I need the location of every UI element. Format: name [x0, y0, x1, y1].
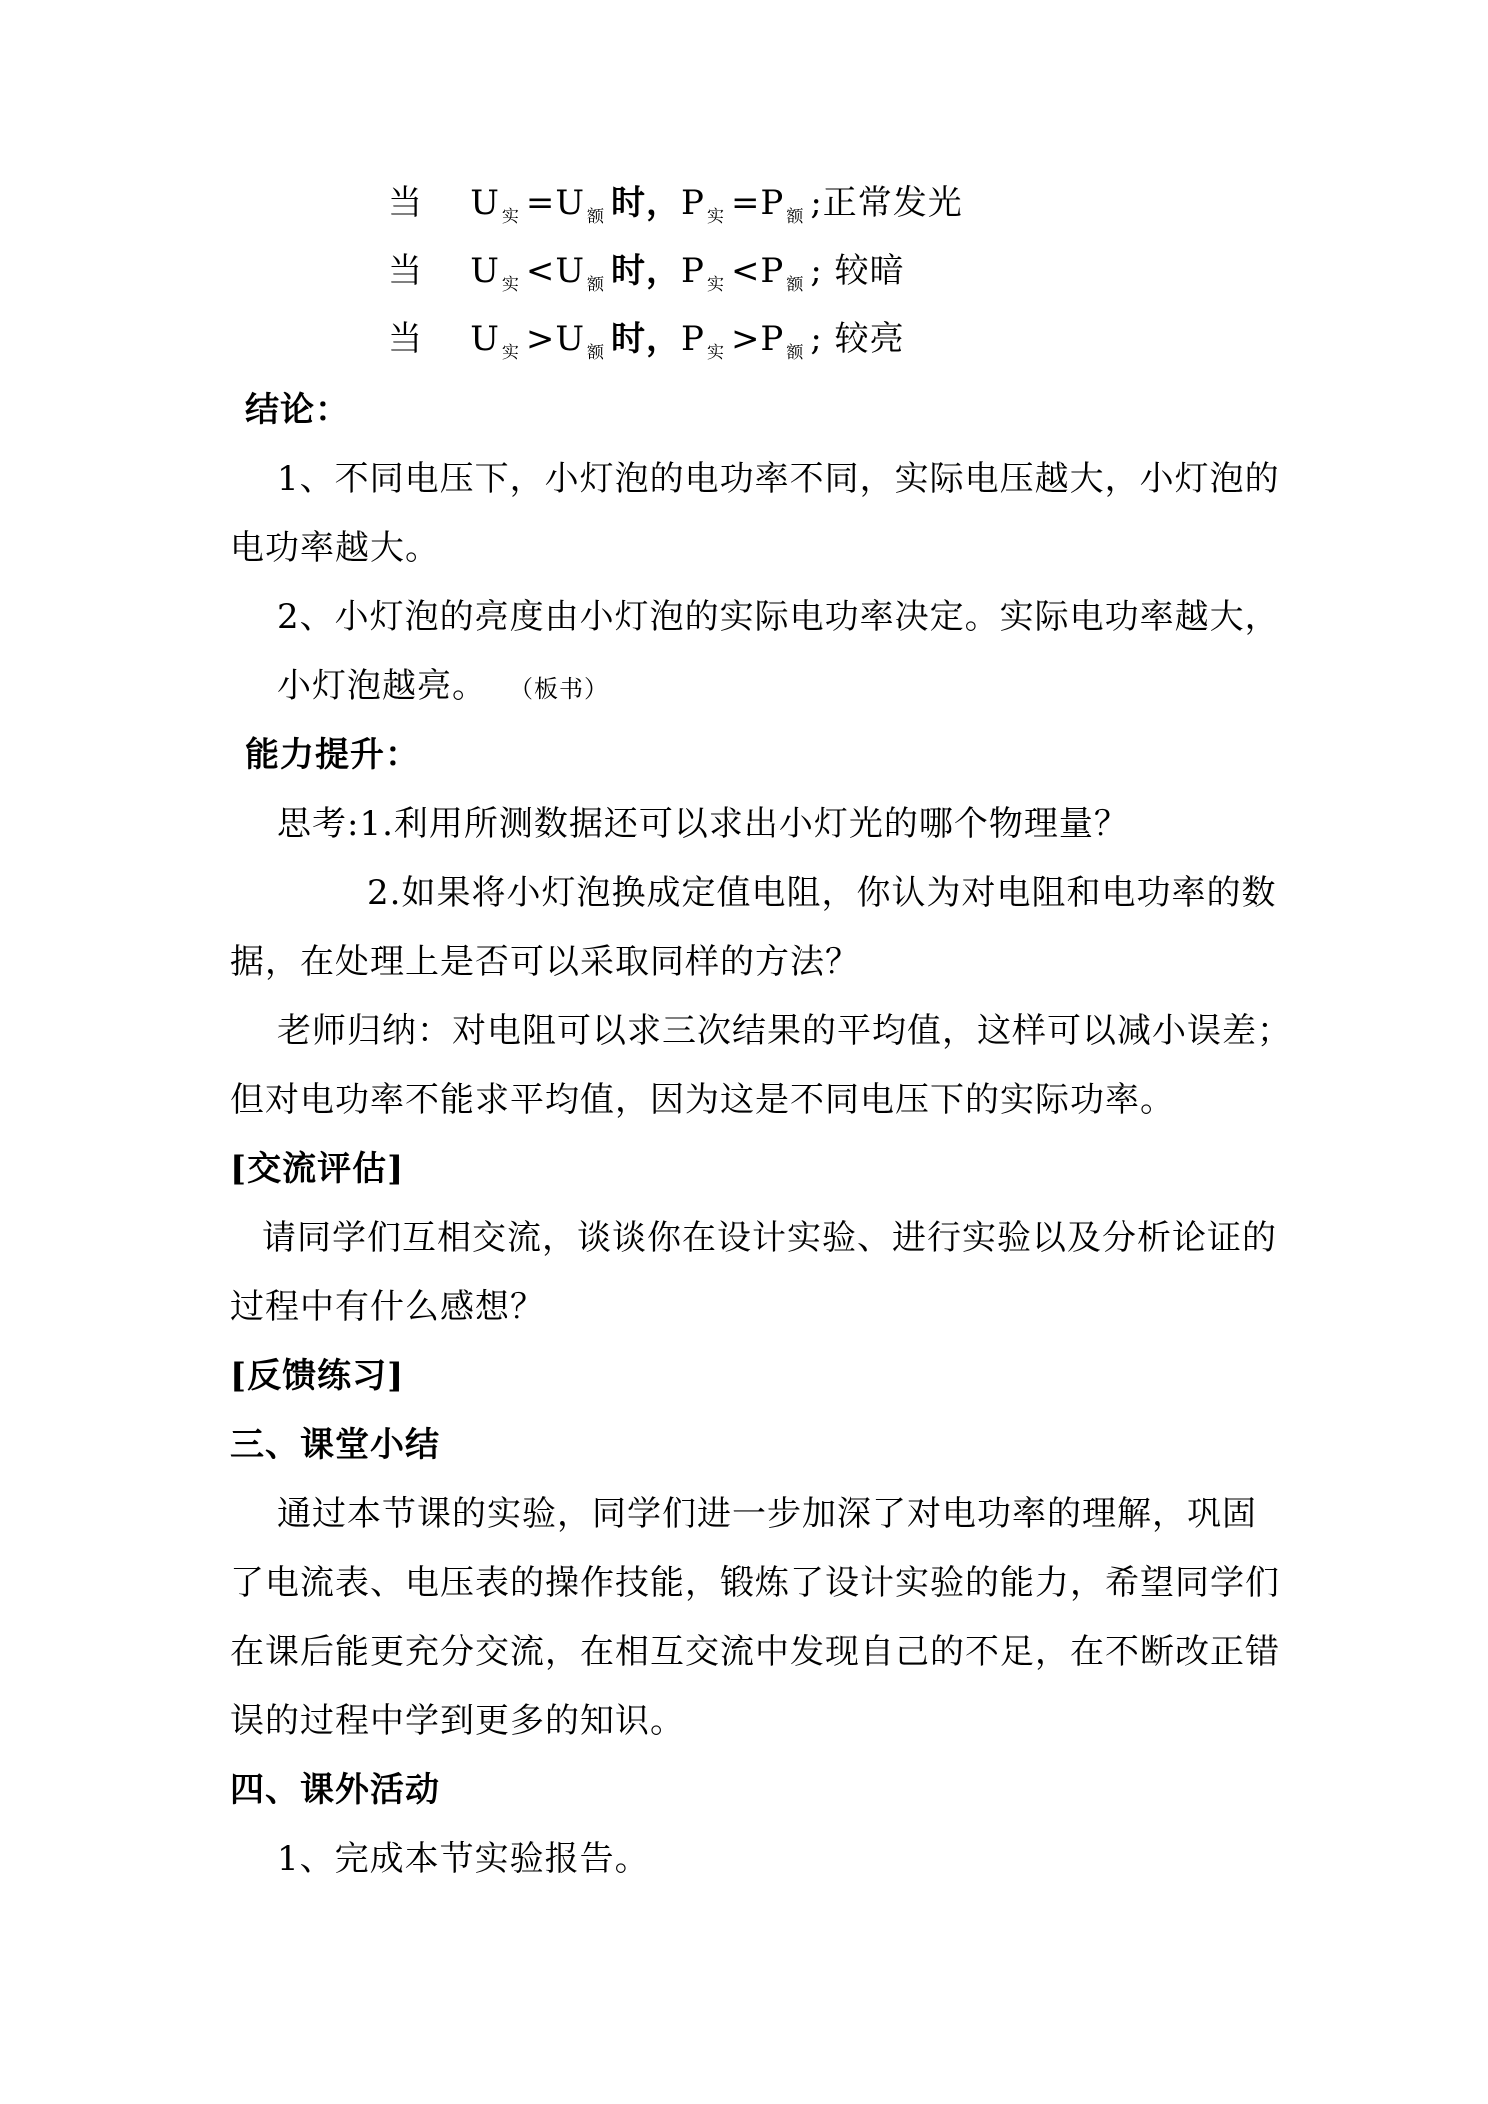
- board-note: （板书）: [521, 675, 609, 703]
- actual-subscript: 实: [706, 343, 725, 363]
- power-symbol: P: [681, 319, 705, 359]
- conclusion-item-2-line-1: 2、小灯泡的亮度由小灯泡的实际电功率决定。实际电功率越大，: [277, 597, 1280, 637]
- condition-line-equal: [388, 181, 963, 231]
- actual-subscript: 实: [706, 207, 725, 227]
- section-3-line-4: 误的过程中学到更多的知识。: [230, 1701, 685, 1741]
- actual-subscript: 实: [501, 275, 520, 295]
- voltage-symbol: U: [470, 319, 500, 359]
- question-1: 思考:1.利用所测数据还可以求出小灯光的哪个物理量？: [277, 804, 1129, 844]
- section-3-line-3: 在课后能更充分交流，在相互交流中发现自己的不足，在不断改正错: [230, 1632, 1280, 1672]
- condition-prefix: 当: [388, 319, 423, 359]
- question-2-line-1: 2.如果将小灯泡换成定值电阻，你认为对电阻和电功率的数: [367, 873, 1277, 913]
- power-symbol: P: [681, 251, 705, 291]
- condition-line-greater: [388, 317, 905, 367]
- condition-when: 时，: [611, 251, 682, 291]
- teacher-summary-line-2: 但对电功率不能求平均值，因为这是不同电压下的实际功率。: [230, 1080, 1175, 1120]
- conclusion-item-1-line-1: 1、不同电压下，小灯泡的电功率不同，实际电压越大，小灯泡的: [277, 459, 1280, 499]
- section-3-line-1: 通过本节课的实验，同学们进一步加深了对电功率的理解，巩固: [277, 1494, 1257, 1534]
- feedback-heading: [反馈练习]: [230, 1356, 405, 1396]
- rated-subscript: 额: [587, 275, 606, 295]
- condition-result: ; 较亮: [810, 319, 905, 359]
- condition-prefix: 当: [388, 183, 423, 223]
- voltage-symbol: U: [470, 183, 500, 223]
- actual-subscript: 实: [501, 343, 520, 363]
- condition-line-less: [388, 249, 905, 299]
- voltage-symbol: U: [470, 251, 500, 291]
- conclusion-item-2-text: 小灯泡越亮。: [277, 666, 487, 706]
- question-2-line-2: 据，在处理上是否可以采取同样的方法？: [230, 942, 860, 982]
- comparison-operator: >U: [525, 319, 586, 359]
- condition-when: 时，: [611, 183, 682, 223]
- section-4-heading: 四、课外活动: [230, 1770, 440, 1810]
- section-3-heading: 三、课堂小结: [230, 1425, 440, 1465]
- exchange-line-2: 过程中有什么感想？: [230, 1287, 545, 1327]
- rated-subscript: 额: [786, 207, 805, 227]
- section-4-item-1: 1、完成本节实验报告。: [277, 1839, 650, 1879]
- exchange-heading: [交流评估]: [230, 1149, 405, 1189]
- condition-when: 时，: [611, 319, 682, 359]
- comparison-operator: =P: [730, 183, 785, 223]
- comparison-operator: <U: [525, 251, 586, 291]
- exchange-line-1: 请同学们互相交流，谈谈你在设计实验、进行实验以及分析论证的: [262, 1218, 1277, 1258]
- section-3-line-2: 了电流表、电压表的操作技能，锻炼了设计实验的能力，希望同学们: [230, 1563, 1280, 1603]
- rated-subscript: 额: [786, 275, 805, 295]
- comparison-operator: =U: [525, 183, 586, 223]
- comparison-operator: >P: [730, 319, 785, 359]
- teacher-summary-line-1: 老师归纳：对电阻可以求三次结果的平均值，这样可以减小误差；: [277, 1011, 1292, 1051]
- condition-result: ;正常发光: [810, 183, 963, 223]
- actual-subscript: 实: [706, 275, 725, 295]
- rated-subscript: 额: [587, 343, 606, 363]
- ability-heading: 能力提升：: [245, 735, 420, 775]
- power-symbol: P: [681, 183, 705, 223]
- rated-subscript: 额: [587, 207, 606, 227]
- actual-subscript: 实: [501, 207, 520, 227]
- comparison-operator: <P: [730, 251, 785, 291]
- condition-result: ; 较暗: [810, 251, 905, 291]
- conclusion-item-2-line-2: [277, 664, 609, 711]
- condition-prefix: 当: [388, 251, 423, 291]
- conclusion-heading: 结论：: [245, 390, 350, 430]
- conclusion-item-1-line-2: 电功率越大。: [230, 528, 440, 568]
- rated-subscript: 额: [786, 343, 805, 363]
